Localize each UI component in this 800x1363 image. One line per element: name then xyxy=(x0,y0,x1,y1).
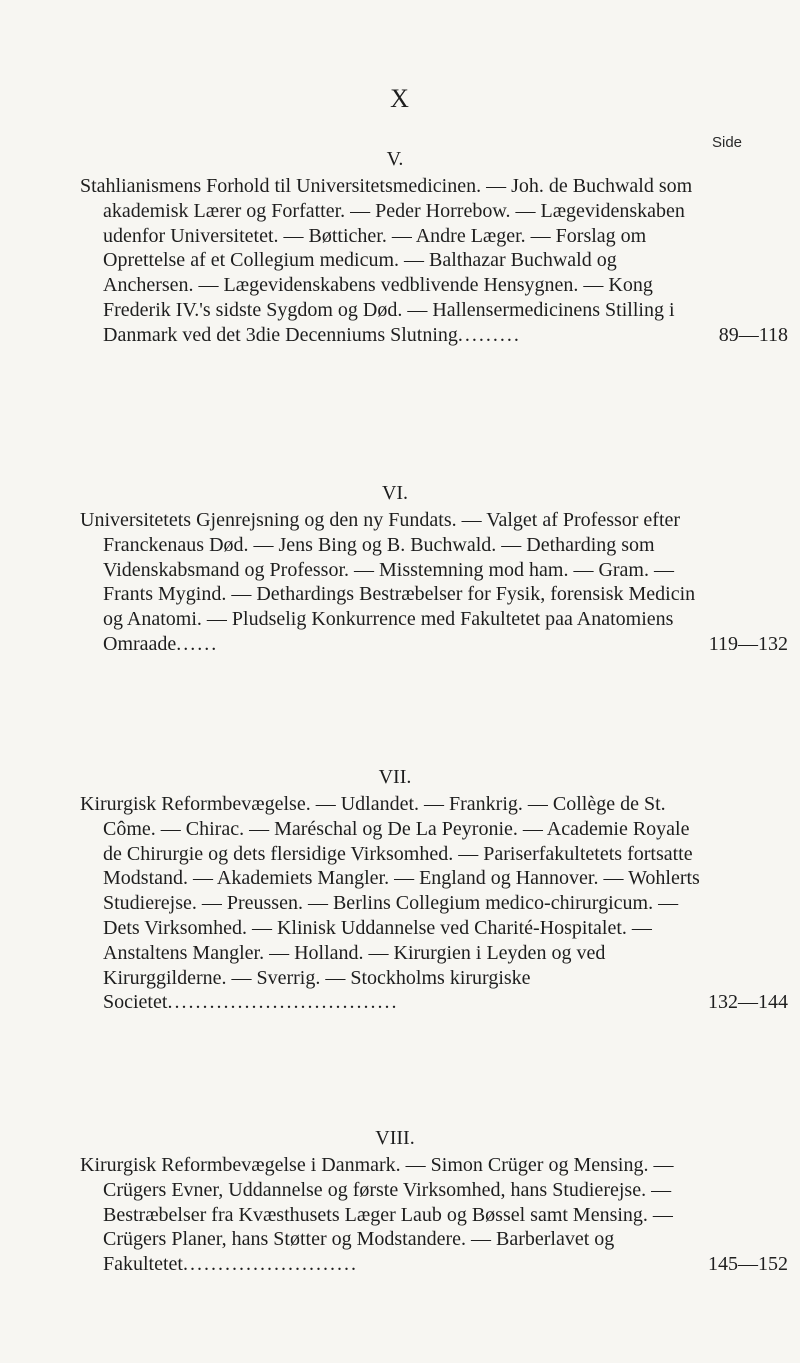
section-numeral: VI. xyxy=(381,482,409,504)
toc-entry xyxy=(80,174,788,348)
toc-section-vii xyxy=(80,762,788,1015)
section-numeral: VIII. xyxy=(375,1127,415,1149)
page-range: 89—118 xyxy=(718,323,788,346)
side-column-label: Side xyxy=(712,134,743,151)
entry-description: Universitetets Gjenrejsning og den ny Fundats. — Valget af Professor efter Franckenaus Død. — Jens Bing og B. Buchwald. — Detharding som Videnskabsmand og Professor. — Misstemning mod ham. — Gram. — Frants Mygind. — Dethardings Bestræbelser for Fysik, forensisk Medicin og Anatomi. — Pludselig Konkurrence med Fakultetet paa Anatomiens Omraade xyxy=(80,509,696,655)
leader-dots: ................................. xyxy=(167,991,399,1014)
entry-text xyxy=(80,508,710,657)
toc-entry xyxy=(80,508,788,657)
page-range: 132—144 xyxy=(708,991,788,1014)
entry-description: Kirurgisk Reformbevægelse i Danmark. — Simon Crüger og Mensing. — Crügers Evner, Uddannelse og første Virksomhed, hans Studierejse. — Bestræbelser fra Kvæsthusets Læger Laub og Bøssel samt Mensing. — Crügers Planer, hans Støtter og Modstandere. — Barberlavet og Fakultetet xyxy=(80,1154,674,1276)
page-range: 119—132 xyxy=(708,632,788,655)
leader-dots: ...... xyxy=(176,632,219,655)
section-numeral: VII. xyxy=(378,766,412,788)
leader-dots: ......................... xyxy=(182,1253,358,1276)
page-range: 145—152 xyxy=(708,1253,788,1276)
toc-section-v xyxy=(80,144,788,348)
page-number: X xyxy=(390,84,410,113)
leader-dots: ......... xyxy=(457,323,521,346)
entry-text xyxy=(80,1153,710,1277)
toc-section-vi xyxy=(80,478,788,657)
entry-text xyxy=(80,174,710,348)
section-numeral: V. xyxy=(386,148,404,170)
entry-description: Kirurgisk Reformbevægelse. — Udlandet. — Frankrig. — Collège de St. Côme. — Chirac. — Maréschal og De La Peyronie. — Academie Royale de Chirurgie og dets flersidige Virksomhed. — Pariserfakultetets fortsatte Modstand. — Akademiets Mangler. — England og Hannover. — Wohlerts Studierejse. — Preussen. — Berlins Collegium medico-chirurgicum. — Dets Virksomhed. — Klinisk Uddannelse ved Charité-Hospitalet. — Anstaltens Mangler. — Holland. — Kirurgien i Leyden og ved Kirurggilderne. — Sverrig. — Stockholms kirurgiske Societet xyxy=(80,793,700,1014)
toc-section-viii xyxy=(80,1123,788,1277)
entry-description: Stahlianismens Forhold til Universitetsmedicinen. — Joh. de Buchwald som akademisk Lærer og Forfatter. — Peder Horrebow. — Lægevidenskaben udenfor Universitetet. — Bøtticher. — Andre Læger. — Forslag om Oprettelse af et Collegium medicum. — Balthazar Buchwald og Anchersen. — Lægevidenskabens vedblivende Hensygnen. — Kong Frederik IV.'s sidste Sygdom og Død. — Hallensermedicinens Stilling i Danmark ved det 3die Decenniums Slutning xyxy=(80,175,693,346)
toc-entry xyxy=(80,1153,788,1277)
entry-text xyxy=(80,792,710,1015)
toc-entry xyxy=(80,792,788,1015)
